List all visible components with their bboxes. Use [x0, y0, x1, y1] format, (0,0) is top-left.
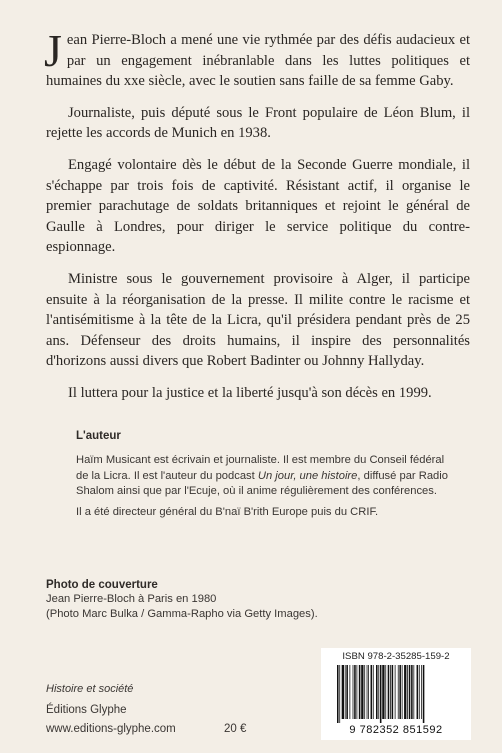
author-bio-start: Haïm Musicant est écrivain et journaliste. Il est membre du Conseil fédéral de la Licra. Il est l'auteur du podcast — [76, 454, 445, 482]
author-bio-2: Il a été directeur général du B'naï B'rith Europe puis du CRIF. — [76, 505, 379, 518]
author-bio-end: , diffusé par Radio Shalom ainsi que par l'Ecuje, où il anime régulièrement des conférences. — [76, 469, 448, 498]
blurb-paragraph-5: Il luttera pour la justice et la liberté jusqu'à son décès en 1999. — [68, 384, 432, 401]
blurb-paragraph-1-text: ean Pierre-Bloch a mené une vie rythmée par des défis audacieux et par un engagement inébranlable dans les luttes politiques et humaines du xxe siècle, avec le soutien sans faille de sa femme Gaby. — [46, 32, 470, 90]
cover-photo-credit-line: (Photo Marc Bulka / Gamma-Rapho via Getty Images). — [46, 607, 318, 620]
barcode — [335, 665, 459, 723]
price: 20 € — [224, 723, 247, 735]
barcode-bars — [335, 665, 459, 723]
author-bio — [76, 453, 456, 499]
barcode-box — [321, 648, 471, 740]
drop-cap: J — [44, 25, 62, 76]
ean-digits: 9 782352 851592 — [349, 724, 443, 736]
isbn-label: ISBN 978-2-35285-159-2 — [342, 651, 450, 662]
publisher-website: www.editions-glyphe.com — [46, 723, 176, 735]
cover-photo-caption: Jean Pierre-Bloch à Paris en 1980 — [46, 593, 217, 606]
blurb-paragraph-2: Journaliste, puis député sous le Front populaire de Léon Blum, il rejette les accords de Munich en 1938. — [46, 104, 470, 142]
blurb — [44, 25, 470, 404]
author-heading: L'auteur — [76, 430, 121, 442]
publisher-name: Éditions Glyphe — [46, 704, 127, 716]
collection-name: Histoire et société — [46, 683, 134, 695]
cover-photo-credit — [46, 578, 366, 621]
author-section — [76, 429, 456, 525]
blurb-paragraph-4: Ministre sous le gouvernement provisoire à Alger, il participe ensuite à la réorganisation de la presse. Il milite contre le racisme et l'antisémitisme à la tête de la Licra, qu'il présidera pendant près de 25 ans. Défenseur des droits humains, il inspire des personnalités d'horizons aussi divers que Robert Badinter ou Johnny Hallyday. — [46, 270, 470, 370]
cover-photo-heading: Photo de couverture — [46, 579, 158, 591]
podcast-title: Un jour, une histoire — [257, 469, 358, 482]
blurb-paragraph-3: Engagé volontaire dès le début de la Seconde Guerre mondiale, il s'échappe par trois fois de captivité. Résistant actif, il organise le premier parachutage de soldats britanniques et rejoint le général de Gaulle à Londres, pour diriger le service politique du contre-espionnage. — [46, 156, 470, 256]
blurb-paragraph-1 — [44, 25, 470, 92]
